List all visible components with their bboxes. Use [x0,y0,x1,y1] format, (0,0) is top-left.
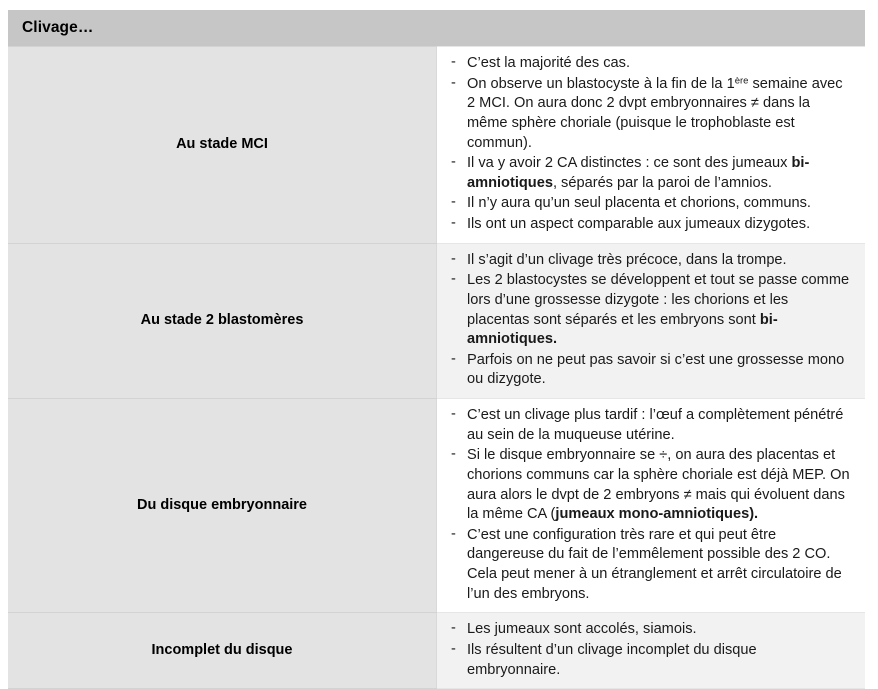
row-content-cell [437,613,866,689]
bullet-item [447,351,851,390]
row-content-cell [437,243,866,398]
table-row [8,243,865,398]
text: , séparés par la paroi de l’amnios. [552,174,772,191]
bullet-item [447,446,851,525]
row-label-cell: Au stade 2 blastomères [8,243,437,398]
table-row [8,47,865,244]
row-content-cell [437,399,866,613]
table-row [8,399,865,613]
text: Ils ont un aspect comparable aux jumeaux dizygotes. [467,216,811,232]
text: Si le disque embryonnaire se ÷, on aura des placentas et chorions communs car la sphère choriale est déjà MEP. On aura alors le dvpt de 2 embryons ≠ mais qui évoluent dans la même CA ( [467,447,850,523]
text: Il n’y aura qu’un seul placenta et chorions, communs. [467,195,811,212]
bullet-item [447,271,851,350]
bullet-item [447,406,851,445]
table-header-row [8,10,865,47]
bullet-list [447,406,851,604]
bullet-item [447,620,851,640]
table-header [8,10,865,47]
bullet-list [447,251,851,390]
text: Parfois on ne peut pas savoir si c’est une grossesse mono ou dizygote. [467,351,845,388]
bullet-item [447,54,851,74]
row-label-cell: Du disque embryonnaire [8,399,437,613]
text: C’est une configuration très rare et qui peut être dangereuse du fait de l’emmêlement possible des 2 CO. Cela peut mener à un étranglement et arrêt circulatoire de l’un des embryons. [467,526,842,602]
bullet-item [447,154,851,193]
text: Il s’agit d’un clivage très précoce, dans la trompe. [467,251,787,268]
bullet-item [447,215,851,235]
bullet-item [447,251,851,271]
text: C’est un clivage plus tardif : l’œuf a complètement pénétré au sein de la muqueuse utérine. [467,407,844,443]
text: On observe un blastocyste à la fin de la 1 [467,75,735,92]
text: semaine avec 2 MCI. On aura donc 2 dvpt embryonnaires ≠ dans la même sphère choriale (puisque le trophoblaste est commun). [467,75,843,151]
bullet-list [447,620,851,680]
bold-text: jumeaux mono-amniotiques). [555,506,759,523]
table-row [8,613,865,689]
clivage-table [8,10,865,689]
text: Les 2 blastocystes se développent et tout se passe comme lors d’une grossesse dizygote : les chorions et les placentas sont séparés et les embryons sont [467,272,850,328]
clivage-table-container [8,10,865,689]
bullet-list [447,54,851,235]
row-label-cell: Incomplet du disque [8,613,437,689]
bullet-item [447,641,851,680]
ordinal-superscript: ère [734,75,749,87]
text: Ils résultent d’un clivage incomplet du disque embryonnaire. [467,641,757,678]
bullet-item [447,526,851,605]
table-title: Clivage… [8,10,865,47]
bold-text: bi-amniotiques. [467,311,778,348]
text: C’est la majorité des cas. [467,55,631,71]
text: Il va y avoir 2 CA distinctes : ce sont des jumeaux [467,155,792,172]
text: Les jumeaux sont accolés, siamois. [467,621,697,638]
bullet-item [447,194,851,214]
table-body [8,47,865,689]
row-content-cell [437,47,866,244]
bold-text: bi-amniotiques [467,155,810,191]
row-label-cell: Au stade MCI [8,47,437,244]
bullet-item [447,75,851,154]
